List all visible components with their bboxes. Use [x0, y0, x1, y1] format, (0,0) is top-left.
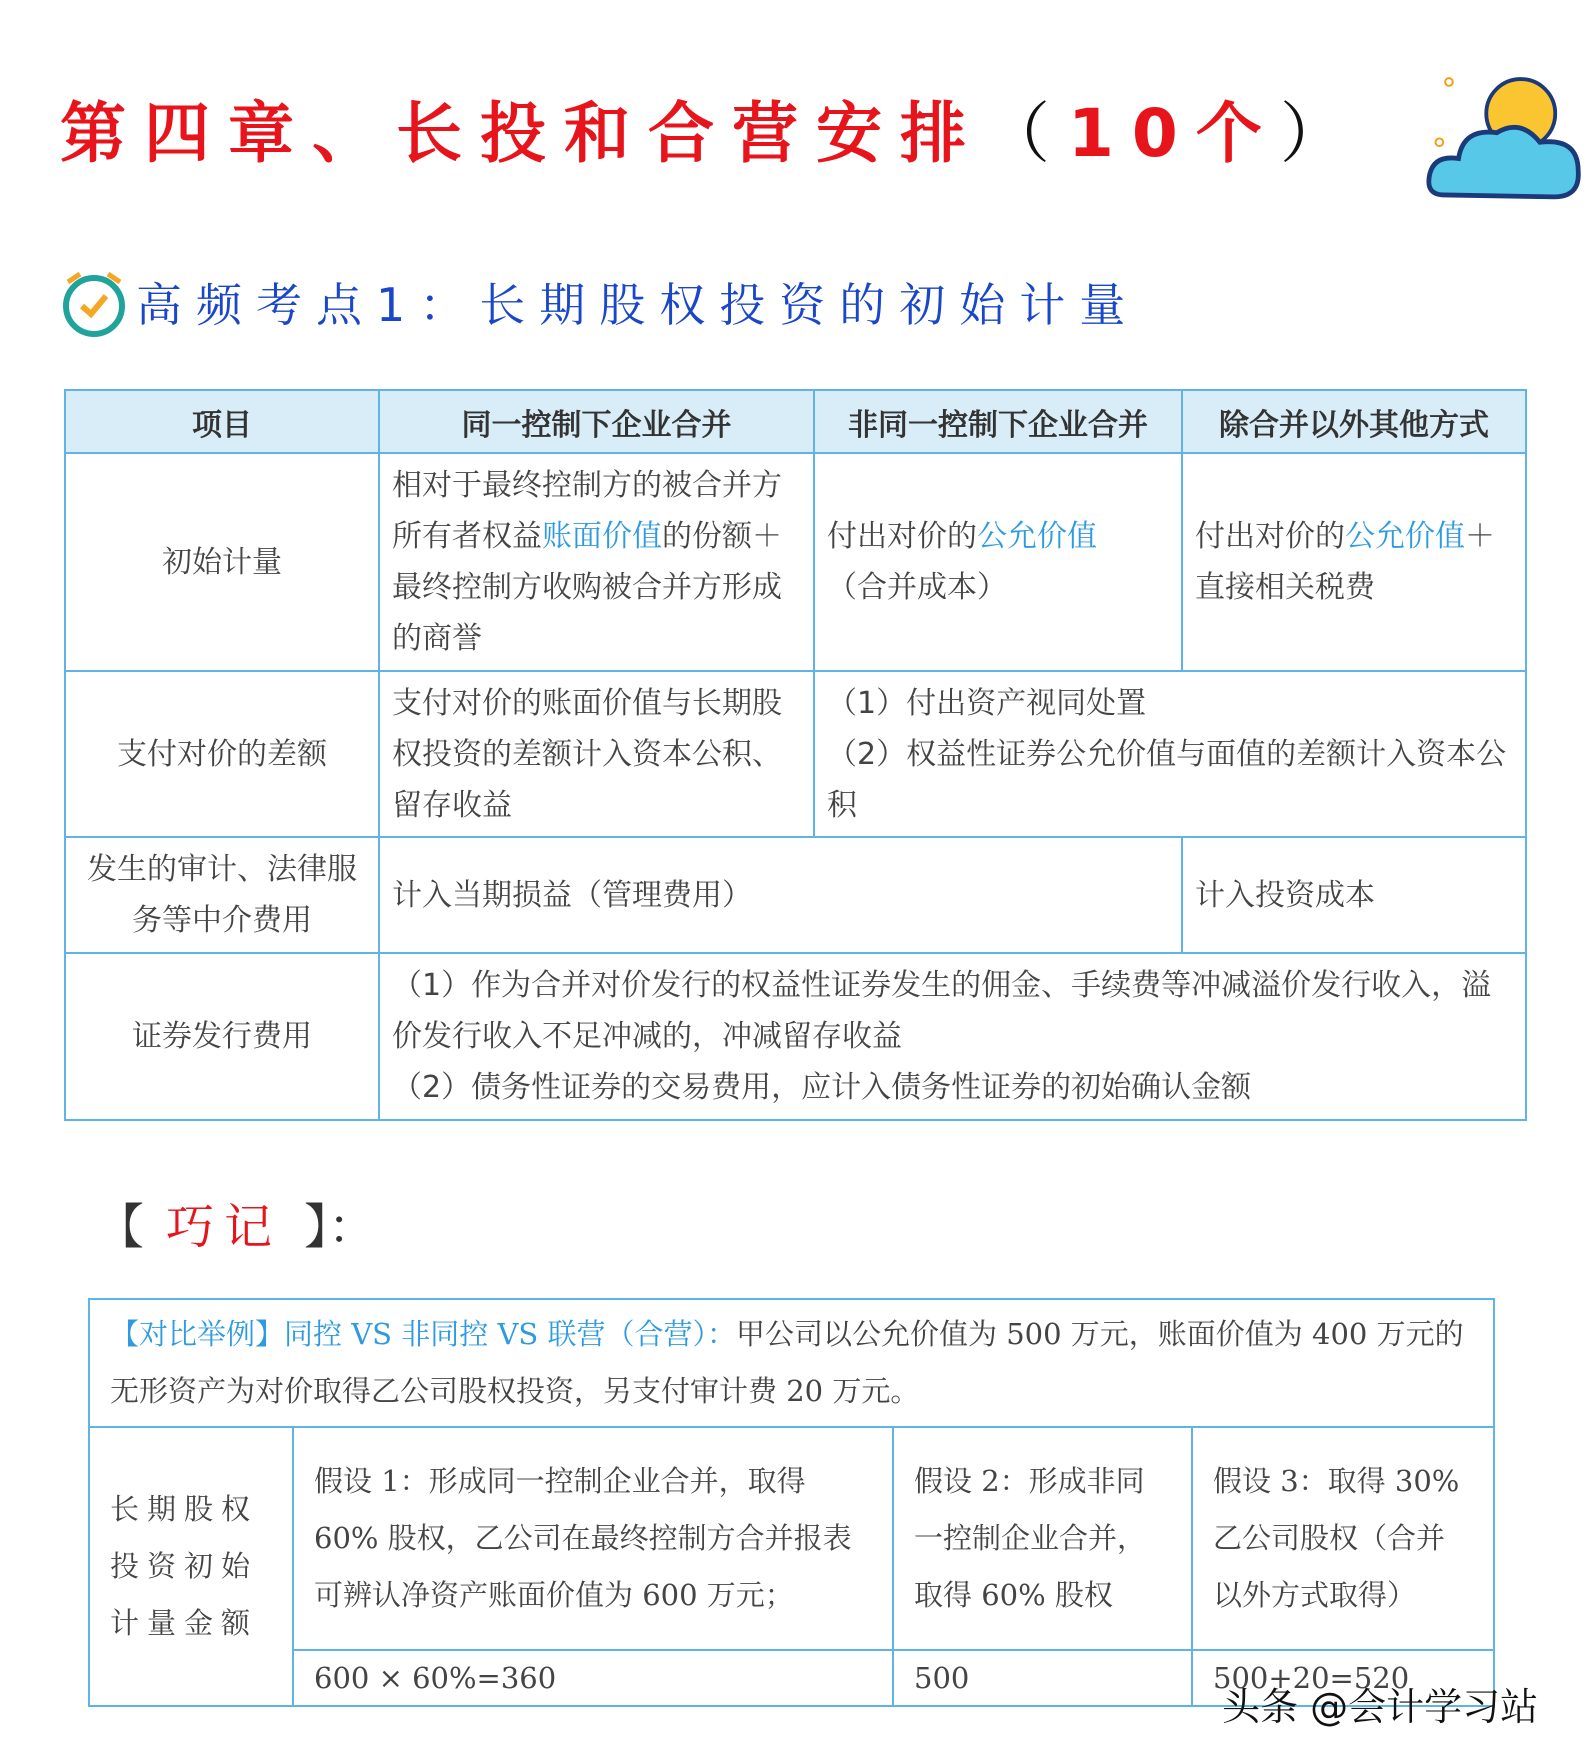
table-row — [65, 953, 1526, 1120]
amount-cell: 600 × 60%=360 — [293, 1650, 893, 1706]
header-item: 项目 — [65, 390, 379, 453]
chapter-title — [60, 80, 1364, 175]
cell-text: 付出对价的 — [827, 519, 977, 554]
cell-text: （合并成本） — [827, 570, 1007, 605]
header-other: 除合并以外其他方式 — [1182, 390, 1526, 453]
cell-text: ＋直接相关税费 — [1195, 519, 1495, 605]
row-label: 发生的审计、法律服务等中介费用 — [65, 837, 379, 953]
cell-text: （1）付出资产视同处置 — [827, 685, 1147, 721]
highlight-text: 公允价值 — [1345, 519, 1465, 554]
highlight-text: 公允价值 — [977, 519, 1097, 554]
mnemonic-heading — [96, 1188, 376, 1257]
highlight-text: 账面价值 — [542, 519, 662, 554]
table-header-row — [65, 390, 1526, 453]
section-title: 高频考点1：长期股权投资的初始计量 — [136, 278, 1140, 332]
watermark: 头条 @会计学习站 — [1222, 1685, 1539, 1729]
case-cell: 假设 2：形成非同一控制企业合并，取得 60% 股权 — [893, 1427, 1192, 1650]
mnemonic-label: 巧记 — [166, 1199, 283, 1255]
header-non-same-control: 非同一控制下企业合并 — [814, 390, 1182, 453]
table-row — [65, 671, 1526, 837]
cell — [814, 671, 1526, 837]
title-paren: （ — [984, 95, 1068, 172]
title-text: 第四章、长投和合营安排 — [60, 95, 984, 172]
cell — [814, 453, 1182, 671]
cell — [1182, 453, 1526, 671]
header-same-control: 同一控制下企业合并 — [379, 390, 814, 453]
bracket: 】： — [304, 1199, 377, 1255]
cell-text: （1）作为合并对价发行的权益性证券发生的佣金、手续费等冲减溢价发行收入，溢价发行收入不足冲减的，冲减留存收益 — [392, 968, 1492, 1054]
row-label: 初始计量 — [65, 453, 379, 671]
example-table — [88, 1298, 1495, 1707]
cell-text: （2）权益性证券公允价值与面值的差额计入资本公积 — [827, 736, 1507, 823]
amount-cell: 500+20=520 — [1192, 1650, 1494, 1706]
table-row — [89, 1427, 1494, 1650]
cell — [379, 953, 1526, 1120]
case-cell: 假设 3：取得 30% 乙公司股权（合并以外方式取得） — [1192, 1427, 1494, 1650]
cell: 计入投资成本 — [1182, 837, 1526, 953]
sun-cloud-icon — [1425, 60, 1583, 215]
example-label: 【对比举例】同控 VS 非同控 VS 联营（合营）： — [110, 1317, 736, 1351]
cell-text: 相对于最终控制方的被合并方所有者权益 — [392, 468, 782, 554]
cell-text: （2）债务性证券的交易费用，应计入债务性证券的初始确认金额 — [392, 1070, 1252, 1105]
cell — [379, 453, 814, 671]
bracket: 【 — [96, 1199, 145, 1255]
example-text: 甲公司以公允价值为 500 万元，账面价值为 400 万元的无形资产为对价取得乙公司股权投资，另支付审计费 20 万元。 — [110, 1317, 1464, 1408]
clock-check-icon — [58, 266, 130, 338]
section-heading — [58, 266, 1139, 338]
table-row — [65, 837, 1526, 953]
title-paren: ） — [1279, 95, 1364, 172]
cell-text: 付出对价的 — [1195, 519, 1345, 554]
cell-text: 的份额＋最终控制方收购被合并方形成的商誉 — [392, 519, 782, 656]
initial-measurement-table — [64, 389, 1527, 1121]
row-label: 长期股权投资初始计量金额 — [89, 1427, 293, 1706]
row-label: 支付对价的差额 — [65, 671, 379, 837]
intro-cell — [89, 1299, 1494, 1427]
cell: 支付对价的账面价值与长期股权投资的差额计入资本公积、留存收益 — [379, 671, 814, 837]
cell: 计入当期损益（管理费用） — [379, 837, 1182, 953]
case-cell: 假设 1：形成同一控制企业合并，取得 60% 股权，乙公司在最终控制方合并报表可辨认净资产账面价值为 600 万元； — [293, 1427, 893, 1650]
title-count: 10个 — [1068, 95, 1280, 172]
amount-cell: 500 — [893, 1650, 1192, 1706]
row-label: 证券发行费用 — [65, 953, 379, 1120]
intro-row — [89, 1299, 1494, 1427]
table-row — [65, 453, 1526, 671]
